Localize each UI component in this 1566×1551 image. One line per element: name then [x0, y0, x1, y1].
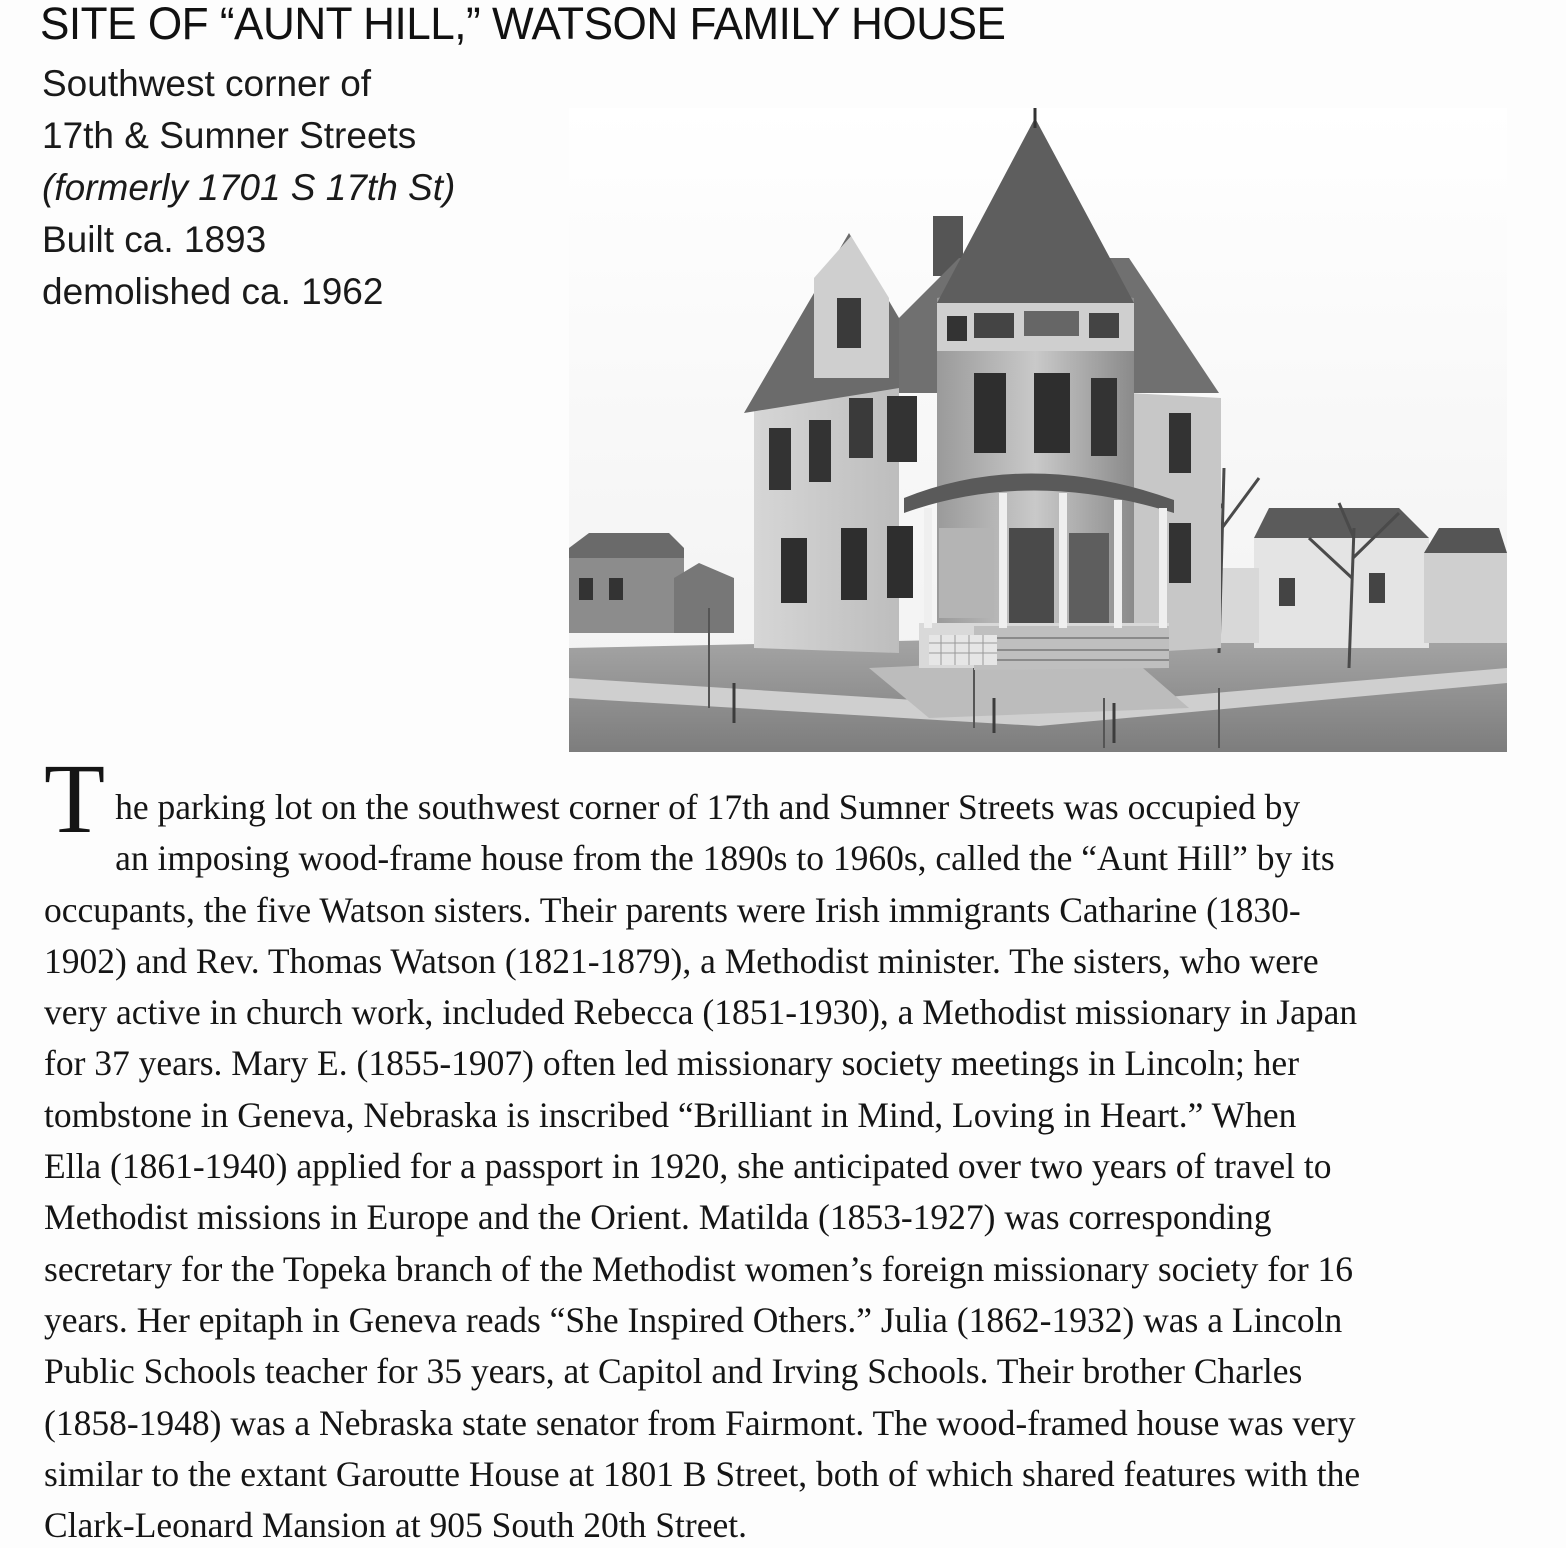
info-demolished: demolished ca. 1962 [42, 271, 384, 312]
info-location: Southwest corner of [42, 63, 372, 104]
article-body [44, 743, 1504, 1551]
article-line: occupants, the five Watson sisters. Their parents were Irish immigrants Catharine (1830- [44, 889, 1301, 930]
article-line: Methodist missions in Europe and the Orient. Matilda (1853-1927) was corresponding [44, 1197, 1272, 1238]
article-line: (1858-1948) was a Nebraska state senator from Fairmont. The wood-framed house was very [44, 1402, 1356, 1443]
article-line: for 37 years. Mary E. (1855-1907) often led missionary society meetings in Lincoln; her [44, 1043, 1300, 1084]
article-line: similar to the extant Garoutte House at 1801 B Street, both of which shared features with the [44, 1453, 1361, 1494]
article-line: 1902) and Rev. Thomas Watson (1821-1879), a Methodist minister. The sisters, who were [44, 940, 1319, 981]
historic-house-photo [569, 108, 1507, 752]
page-title: SITE OF “AUNT HILL,” WATSON FAMILY HOUSE [40, 0, 1006, 49]
article-line: Public Schools teacher for 35 years, at Capitol and Irving Schools. Their brother Charles [44, 1351, 1303, 1392]
article-line: very active in church work, included Rebecca (1851-1930), a Methodist missionary in Japan [44, 992, 1358, 1033]
info-streets: 17th & Sumner Streets [42, 115, 417, 156]
article-line: years. Her epitaph in Geneva reads “She Inspired Others.” Julia (1862-1932) was a Lincoln [44, 1299, 1343, 1340]
article-line: he parking lot on the southwest corner of 17th and Sumner Streets was occupied by [115, 787, 1301, 827]
article-line: Ella (1861-1940) applied for a passport in 1920, she anticipated over two years of travel to [44, 1146, 1332, 1187]
info-built: Built ca. 1893 [42, 219, 267, 260]
site-info [42, 58, 455, 318]
article-line: secretary for the Topeka branch of the Methodist women’s foreign missionary society for 16 [44, 1248, 1354, 1289]
info-former-address: (formerly 1701 S 17th St) [42, 167, 456, 208]
article-line: tombstone in Geneva, Nebraska is inscribed “Brilliant in Mind, Loving in Heart.” When [44, 1094, 1297, 1135]
article-line: Clark-Leonard Mansion at 905 South 20th Street. [44, 1505, 747, 1546]
drop-cap: T [44, 743, 106, 854]
article-line: an imposing wood-frame house from the 1890s to 1960s, called the “Aunt Hill” by its [115, 838, 1335, 879]
